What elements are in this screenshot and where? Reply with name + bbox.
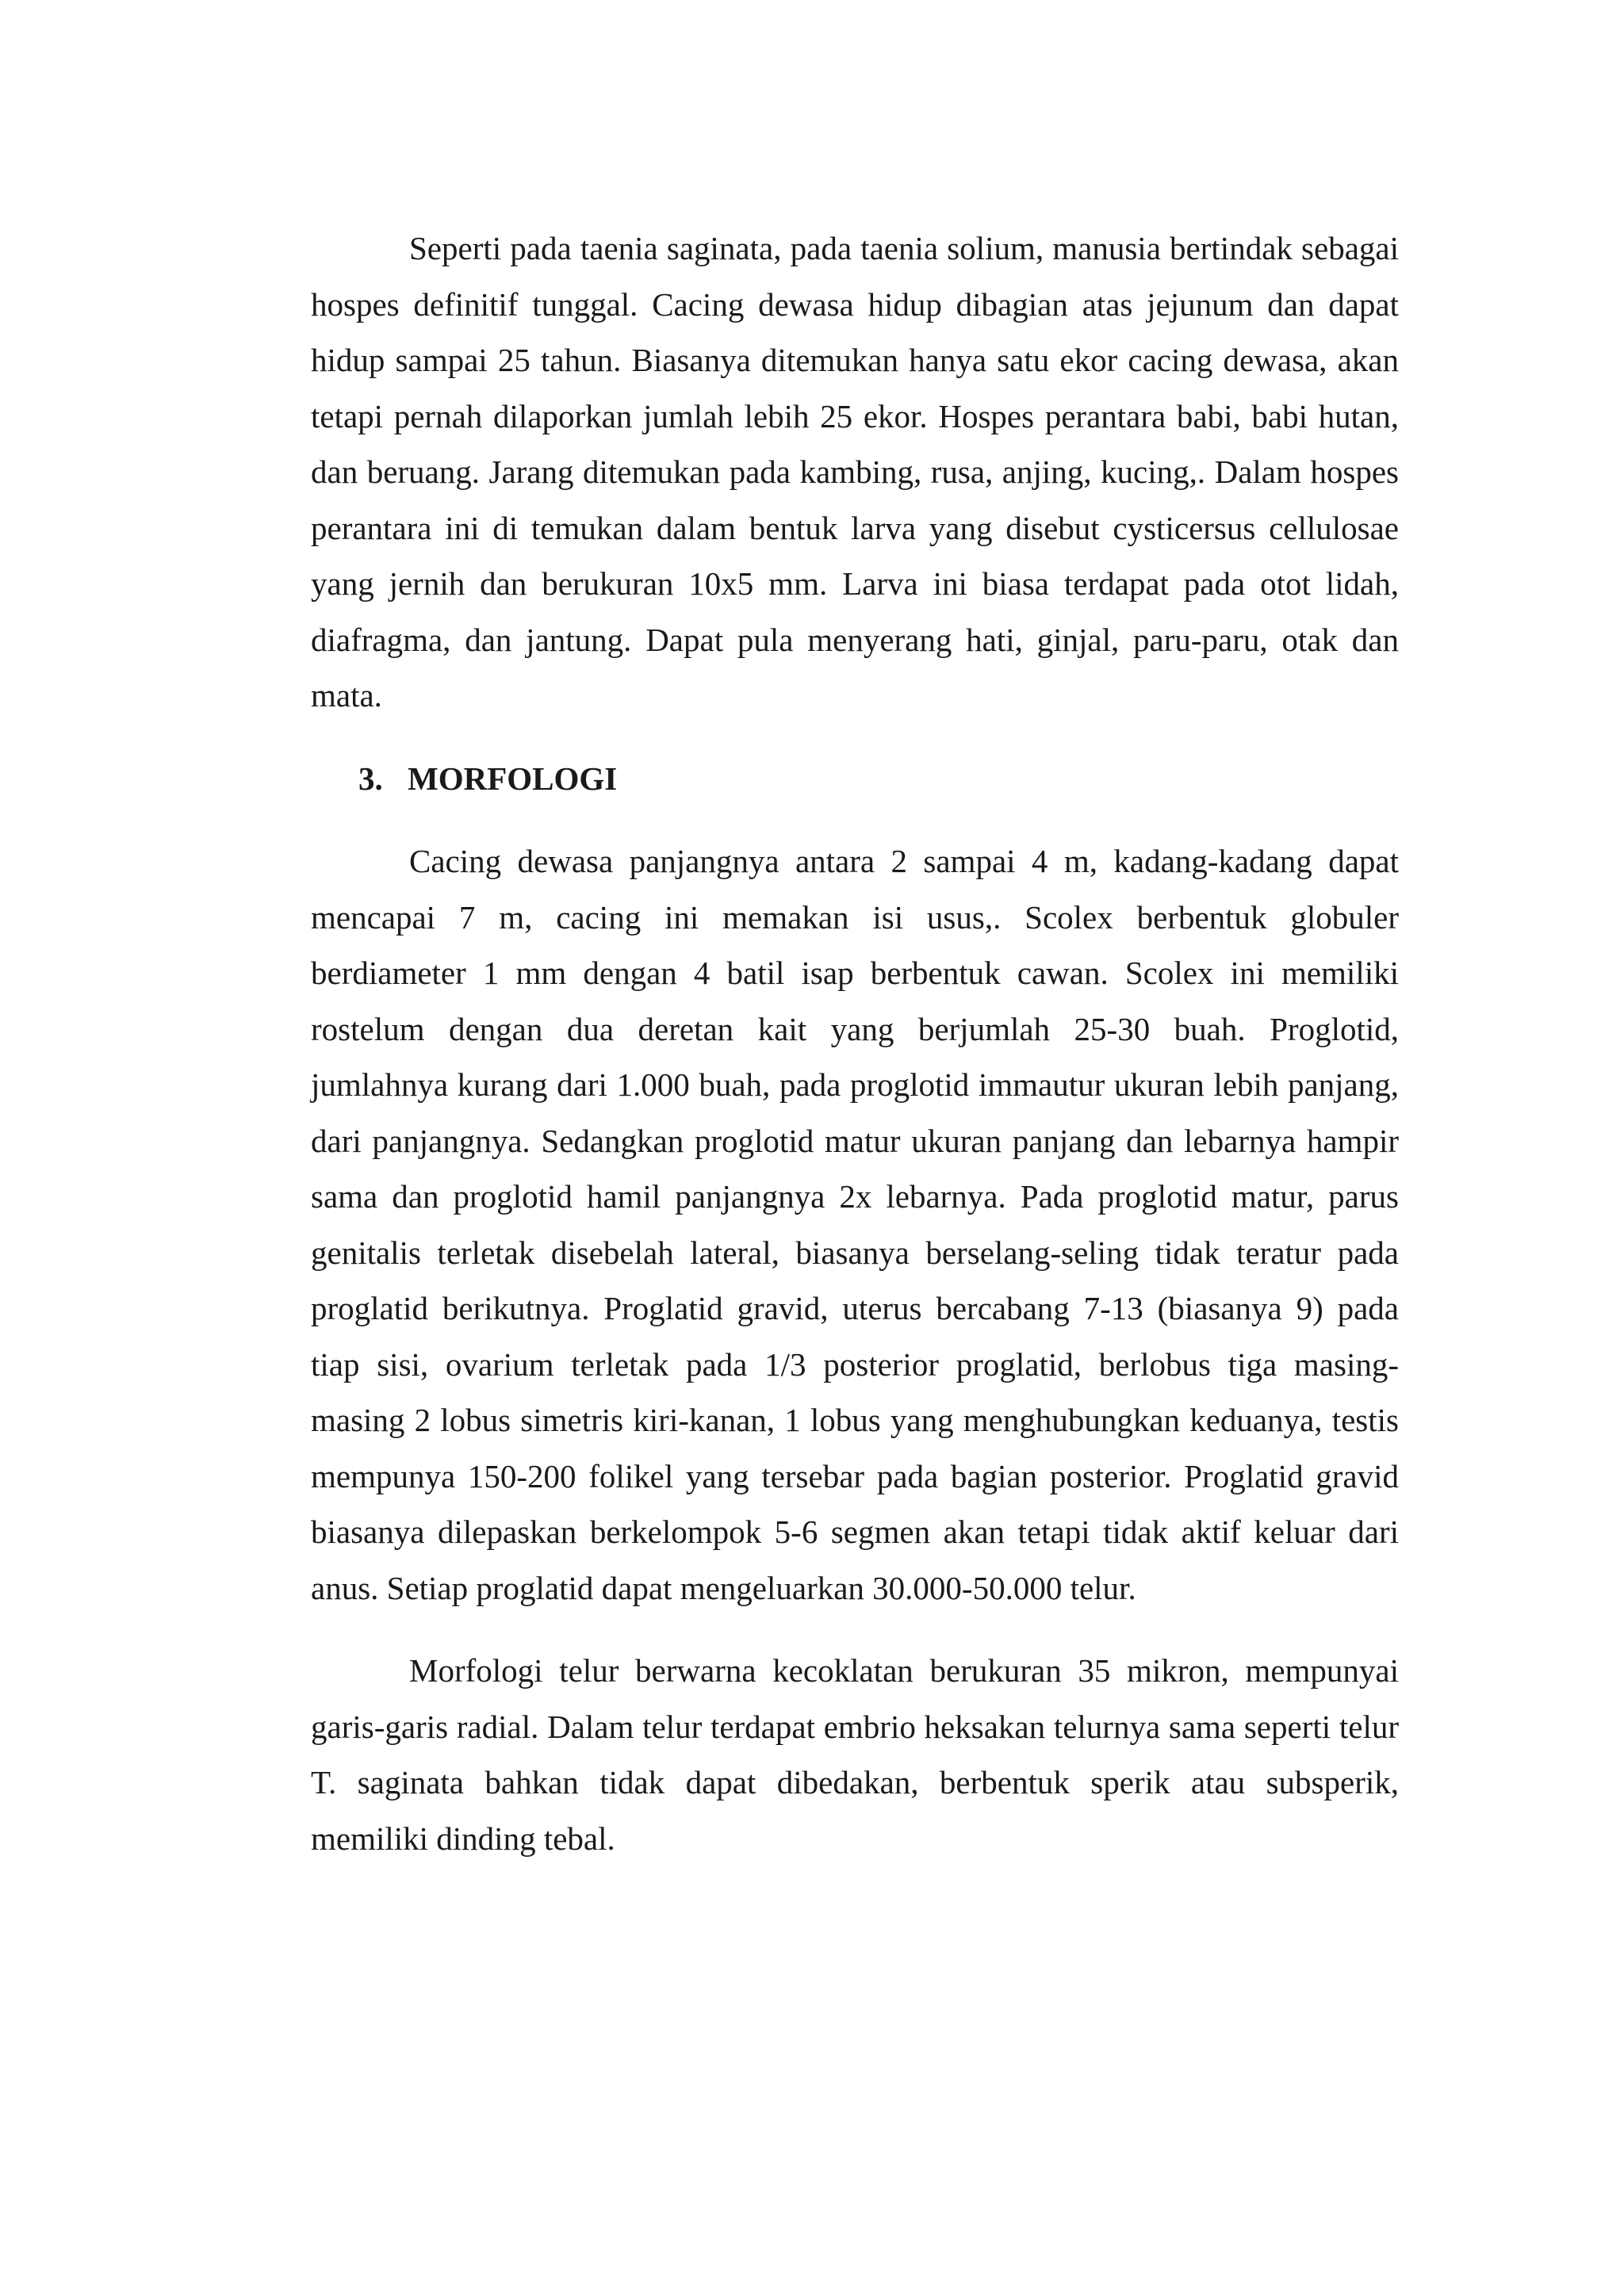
section-heading bbox=[358, 751, 1399, 807]
section-title: MORFOLOGI bbox=[408, 760, 618, 797]
section-number: 3. bbox=[358, 760, 383, 797]
paragraph-taenia-solium-hosts: Seperti pada taenia saginata, pada taenia solium, manusia bertindak sebagai hospes definitif tunggal. Cacing dewasa hidup dibagian atas jejunum dan dapat hidup sampai 25 tahun. Biasanya ditemukan hanya satu ekor cacing dewasa, akan tetapi pernah dilaporkan jumlah lebih 25 ekor. Hospes perantara babi, babi hutan, dan beruang. Jarang ditemukan pada kambing, rusa, anjing, kucing,. Dalam hospes perantara ini di temukan dalam bentuk larva yang disebut cysticersus cellulosae yang jernih dan berukuran 10x5 mm. Larva ini biasa terdapat pada otot lidah, diafragma, dan jantung. Dapat pula menyerang hati, ginjal, paru-paru, otak dan mata. bbox=[311, 230, 1399, 714]
document-body bbox=[311, 220, 1399, 1866]
paragraph-egg-morphology: Morfologi telur berwarna kecoklatan berukuran 35 mikron, mempunyai garis-garis radial. Dalam telur terdapat embrio heksakan telurnya sama seperti telur T. saginata bahkan tidak dapat dibedakan, berbentuk sperik atau subsperik, memiliki dinding tebal. bbox=[311, 1652, 1399, 1857]
paragraph-adult-morphology: Cacing dewasa panjangnya antara 2 sampai 4 m, kadang-kadang dapat mencapai 7 m, cacing ini memakan isi usus,. Scolex berbentuk globuler berdiameter 1 mm dengan 4 batil isap berbentuk cawan. Scolex ini memiliki rostelum dengan dua deretan kait yang berjumlah 25-30 buah. Proglotid, jumlahnya kurang dari 1.000 buah, pada proglotid immautur ukuran lebih panjang, dari panjangnya. Sedangkan proglotid matur ukuran panjang dan lebarnya hampir sama dan proglotid hamil panjangnya 2x lebarnya. Pada proglotid matur, parus genitalis terletak disebelah lateral, biasanya berselang-seling tidak teratur pada proglatid berikutnya. Proglatid gravid, uterus bercabang 7-13 (biasanya 9) pada tiap sisi, ovarium terletak pada 1/3 posterior proglatid, berlobus tiga masing-masing 2 lobus simetris kiri-kanan, 1 lobus yang menghubungkan keduanya, testis mempunya 150-200 folikel yang tersebar pada bagian posterior. Proglatid gravid biasanya dilepaskan berkelompok 5-6 segmen akan tetapi tidak aktif keluar dari anus. Setiap proglatid dapat mengeluarkan 30.000-50.000 telur. bbox=[311, 843, 1399, 1606]
